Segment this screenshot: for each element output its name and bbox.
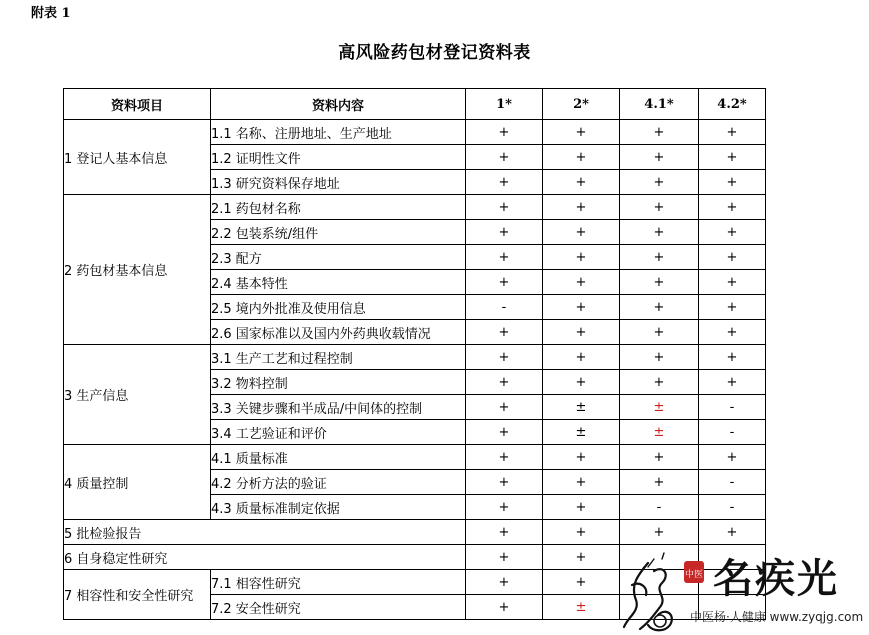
requirement-mark: ± — [543, 395, 620, 420]
requirement-mark: + — [620, 470, 699, 495]
header-cell: 4.1* — [620, 89, 699, 120]
header-cell: 2* — [543, 89, 620, 120]
requirement-mark: + — [466, 470, 543, 495]
requirement-mark: + — [620, 245, 699, 270]
appendix-label: 附表 1 — [31, 6, 71, 21]
requirement-mark: + — [543, 245, 620, 270]
item-label: 4.1 质量标准 — [211, 445, 466, 470]
requirement-mark: + — [620, 445, 699, 470]
requirement-mark: + — [699, 445, 766, 470]
requirement-mark: + — [466, 595, 543, 620]
requirement-mark: - — [699, 420, 766, 445]
requirement-mark: + — [620, 270, 699, 295]
registration-table — [63, 88, 766, 620]
requirement-mark: + — [543, 320, 620, 345]
requirement-mark: + — [543, 295, 620, 320]
requirement-mark: + — [466, 520, 543, 545]
page-title: 高风险药包材登记资料表 — [338, 43, 531, 63]
item-label: 1.2 证明性文件 — [211, 145, 466, 170]
requirement-mark: + — [699, 520, 766, 545]
header-row — [64, 89, 766, 120]
requirement-mark: + — [543, 520, 620, 545]
requirement-mark: + — [543, 170, 620, 195]
table-row — [64, 345, 766, 370]
requirement-mark: - — [699, 395, 766, 420]
item-label: 2.1 药包材名称 — [211, 195, 466, 220]
requirement-mark: + — [620, 345, 699, 370]
item-label: 2.5 境内外批准及使用信息 — [211, 295, 466, 320]
requirement-mark: + — [620, 370, 699, 395]
requirement-mark: + — [543, 120, 620, 145]
requirement-mark: + — [699, 320, 766, 345]
header-cell: 4.2* — [699, 89, 766, 120]
item-label: 3.4 工艺验证和评价 — [211, 420, 466, 445]
item-label: 7.2 安全性研究 — [211, 595, 466, 620]
requirement-mark: + — [466, 170, 543, 195]
section-label: 6 自身稳定性研究 — [64, 545, 466, 570]
item-label: 4.2 分析方法的验证 — [211, 470, 466, 495]
requirement-mark: + — [699, 220, 766, 245]
section-label: 1 登记人基本信息 — [64, 120, 211, 195]
requirement-mark: + — [543, 570, 620, 595]
requirement-mark: + — [543, 370, 620, 395]
watermark-name: 名疾光 — [713, 555, 839, 602]
requirement-mark: + — [543, 345, 620, 370]
requirement-mark: + — [543, 470, 620, 495]
item-label: 3.2 物料控制 — [211, 370, 466, 395]
requirement-mark: + — [466, 120, 543, 145]
section-label: 3 生产信息 — [64, 345, 211, 445]
item-label: 3.3 关键步骤和半成品/中间体的控制 — [211, 395, 466, 420]
requirement-mark: + — [543, 145, 620, 170]
item-label: 2.6 国家标准以及国内外药典收载情况 — [211, 320, 466, 345]
requirement-mark: + — [620, 520, 699, 545]
requirement-mark: + — [466, 445, 543, 470]
item-label: 7.1 相容性研究 — [211, 570, 466, 595]
item-label: 1.3 研究资料保存地址 — [211, 170, 466, 195]
item-label: 4.3 质量标准制定依据 — [211, 495, 466, 520]
watermark-url: 中医杨·人健康 www.zyqjg.com — [690, 610, 864, 624]
requirement-mark: + — [466, 345, 543, 370]
requirement-mark: + — [543, 270, 620, 295]
seal-text: 中医 — [684, 570, 704, 580]
requirement-mark: + — [466, 270, 543, 295]
requirement-mark: + — [543, 195, 620, 220]
requirement-mark: ± — [543, 420, 620, 445]
header-cell: 资料项目 — [64, 89, 211, 120]
requirement-mark: + — [466, 145, 543, 170]
requirement-mark: + — [543, 220, 620, 245]
requirement-mark: ± — [543, 595, 620, 620]
requirement-mark: + — [620, 195, 699, 220]
requirement-mark: + — [466, 220, 543, 245]
section-label: 4 质量控制 — [64, 445, 211, 520]
requirement-mark: + — [466, 320, 543, 345]
requirement-mark: + — [699, 195, 766, 220]
requirement-mark: + — [466, 495, 543, 520]
requirement-mark: - — [466, 295, 543, 320]
requirement-mark: - — [699, 470, 766, 495]
requirement-mark: ± — [620, 420, 699, 445]
table-row — [64, 520, 766, 545]
table-row — [64, 195, 766, 220]
requirement-mark: + — [699, 170, 766, 195]
requirement-mark: ± — [620, 395, 699, 420]
requirement-mark: + — [543, 495, 620, 520]
item-label: 1.1 名称、注册地址、生产地址 — [211, 120, 466, 145]
requirement-mark: + — [699, 145, 766, 170]
requirement-mark: + — [466, 245, 543, 270]
requirement-mark: + — [699, 245, 766, 270]
item-label: 2.4 基本特性 — [211, 270, 466, 295]
requirement-mark: + — [699, 270, 766, 295]
requirement-mark: + — [699, 370, 766, 395]
requirement-mark: + — [620, 145, 699, 170]
requirement-mark: + — [466, 420, 543, 445]
header-cell: 资料内容 — [211, 89, 466, 120]
requirement-mark: + — [543, 445, 620, 470]
requirement-mark: + — [620, 220, 699, 245]
requirement-mark: + — [466, 195, 543, 220]
section-label: 2 药包材基本信息 — [64, 195, 211, 345]
table-row — [64, 445, 766, 470]
requirement-mark: + — [620, 295, 699, 320]
requirement-mark: + — [543, 545, 620, 570]
item-label: 2.3 配方 — [211, 245, 466, 270]
item-label: 2.2 包装系统/组件 — [211, 220, 466, 245]
requirement-mark: + — [620, 120, 699, 145]
item-label: 3.1 生产工艺和过程控制 — [211, 345, 466, 370]
requirement-mark: + — [699, 345, 766, 370]
requirement-mark: + — [466, 395, 543, 420]
section-label: 7 相容性和安全性研究 — [64, 570, 211, 620]
requirement-mark: + — [699, 120, 766, 145]
header-cell: 1* — [466, 89, 543, 120]
requirement-mark: - — [699, 495, 766, 520]
requirement-mark: + — [466, 570, 543, 595]
requirement-mark: + — [620, 170, 699, 195]
requirement-mark: + — [466, 545, 543, 570]
requirement-mark: - — [620, 495, 699, 520]
requirement-mark: + — [620, 320, 699, 345]
section-label: 5 批检验报告 — [64, 520, 466, 545]
requirement-mark: + — [699, 295, 766, 320]
table-row — [64, 120, 766, 145]
requirement-mark: + — [466, 370, 543, 395]
